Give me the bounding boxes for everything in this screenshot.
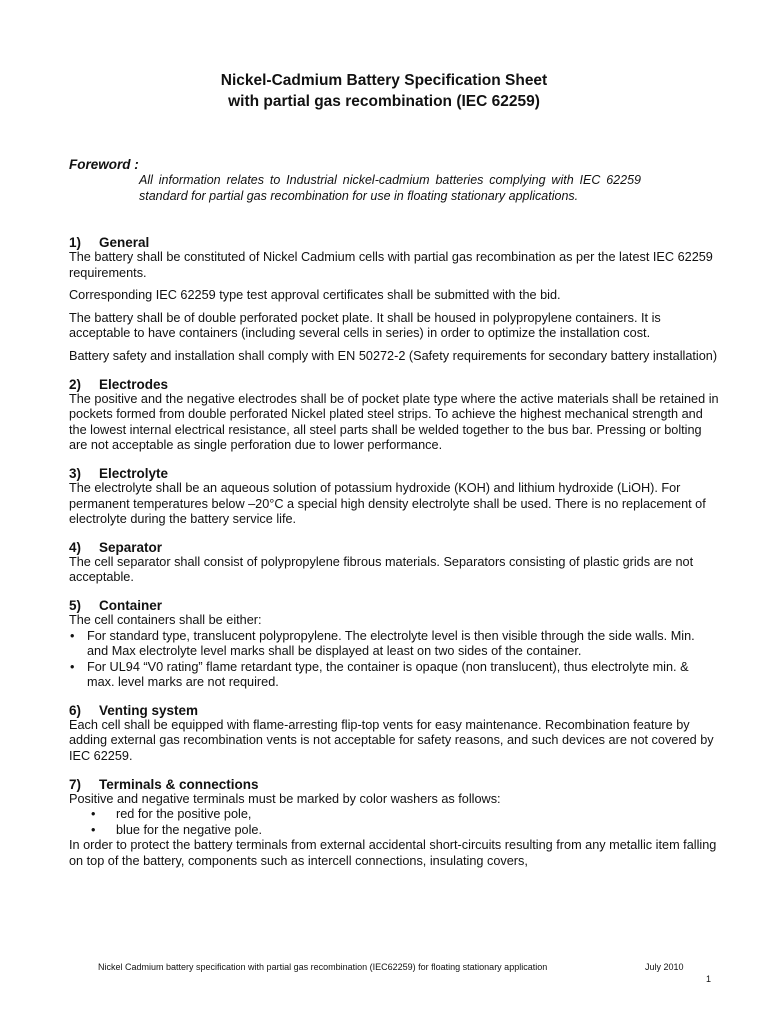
section-general (69, 235, 719, 365)
section-number: 5) (69, 597, 82, 613)
paragraph: The cell separator shall consist of polypropylene fibrous materials. Separators consisting of plastic grids are not acceptable. (69, 554, 694, 585)
section-title: Electrodes (99, 376, 169, 392)
document-title-line-2: with partial gas recombination (IEC 62259) (228, 93, 540, 110)
list-item-text: red for the positive pole, (116, 807, 252, 822)
section-number: 1) (69, 235, 82, 250)
list-item (69, 629, 719, 660)
section-heading (69, 377, 719, 392)
section-heading (69, 777, 719, 792)
section-number: 6) (69, 702, 82, 718)
section-separator (69, 540, 719, 586)
page-number: 1 (706, 974, 712, 984)
list-item-text: For standard type, translucent polypropylene. The electrolyte level is then visible through the side walls. Min. and Max electrolyte level marks shall be displayed at least on two sides of the container. (87, 628, 695, 659)
section-heading (69, 235, 719, 250)
section-venting-system (69, 703, 719, 765)
paragraph: The positive and the negative electrodes shall be of pocket plate type where the active materials shall be retained in pockets formed from double perforated Nickel plated steel strips. To achieve the highest mechanical strength and the lowest internal electrical resistance, all steel parts shall be welded together to the bus bar. Pressing or bolting are not acceptable as single perforation due to lower performance. (69, 391, 719, 453)
list-item (69, 807, 719, 823)
paragraph: The cell containers shall be either: (69, 612, 262, 627)
footer-text: Nickel Cadmium battery specification with partial gas recombination (IEC62259) for floating stationary application (98, 962, 548, 972)
paragraph: Each cell shall be equipped with flame-arresting flip-top vents for easy maintenance. Recombination feature by adding external gas recombination vents is not acceptable for safety reasons, and such devices are not covered by IEC 62259. (69, 717, 714, 764)
section-title: Separator (99, 539, 163, 555)
section-heading (69, 703, 719, 718)
section-heading (69, 540, 719, 555)
section-terminals (69, 777, 719, 870)
paragraph: The battery shall be of double perforated pocket plate. It shall be housed in polypropylene containers. It is acceptable to have containers (including several cells in series) in order to optimize the installation cost. (69, 310, 661, 341)
list-item (69, 823, 719, 839)
section-title: Container (99, 597, 163, 613)
list-item-text: For UL94 “V0 rating” flame retardant type, the container is opaque (non translucent), thus electrolyte min. & max. level marks are not required. (87, 659, 689, 690)
paragraph: The battery shall be constituted of Nickel Cadmium cells with partial gas recombination as per the latest IEC 62259 requirements. (69, 250, 713, 280)
section-number: 4) (69, 539, 82, 555)
paragraph: Battery safety and installation shall comply with EN 50272-2 (Safety requirements for secondary battery installation) (69, 348, 718, 363)
bullet-icon: • (70, 628, 75, 643)
section-heading (69, 466, 719, 481)
paragraph: Corresponding IEC 62259 type test approval certificates shall be submitted with the bid. (69, 288, 561, 303)
document-title-line-1: Nickel-Cadmium Battery Specification Sheet (220, 72, 548, 89)
foreword-text: All information relates to Industrial nickel-cadmium batteries complying with IEC 62259 standard for partial gas recombination for use in floating stationary applications. (139, 173, 641, 203)
footer-date: July 2010 (645, 962, 684, 972)
section-number: 7) (69, 776, 82, 792)
document-body (69, 235, 719, 882)
section-electrolyte (69, 466, 719, 528)
bullet-list (69, 629, 719, 691)
section-container (69, 598, 719, 691)
section-number: 2) (69, 376, 82, 392)
list-item-text: blue for the negative pole. (116, 822, 263, 837)
foreword-label: Foreword : (69, 157, 139, 172)
paragraph: In order to protect the battery terminals from external accidental short-circuits resulting from any metallic item falling on top of the battery, components such as intercell connections, insulating covers, (69, 838, 717, 869)
bullet-list (69, 807, 719, 838)
section-heading (69, 598, 719, 613)
list-item (69, 660, 719, 691)
section-number: 3) (69, 465, 82, 481)
paragraph: The electrolyte shall be an aqueous solution of potassium hydroxide (KOH) and lithium hydroxide (LiOH). For permanent temperatures below –20°C a special high density electrolyte shall be used. There is no replacement of electrolyte during the battery service life. (69, 480, 706, 527)
bullet-icon: • (91, 807, 96, 822)
section-title: Venting system (99, 702, 199, 718)
paragraph: Positive and negative terminals must be marked by color washers as follows: (69, 791, 501, 806)
section-title: Electrolyte (99, 465, 169, 481)
section-title: Terminals & connections (99, 776, 259, 792)
bullet-icon: • (70, 659, 75, 674)
section-title: General (99, 235, 150, 250)
bullet-icon: • (91, 822, 96, 837)
section-electrodes (69, 377, 719, 454)
